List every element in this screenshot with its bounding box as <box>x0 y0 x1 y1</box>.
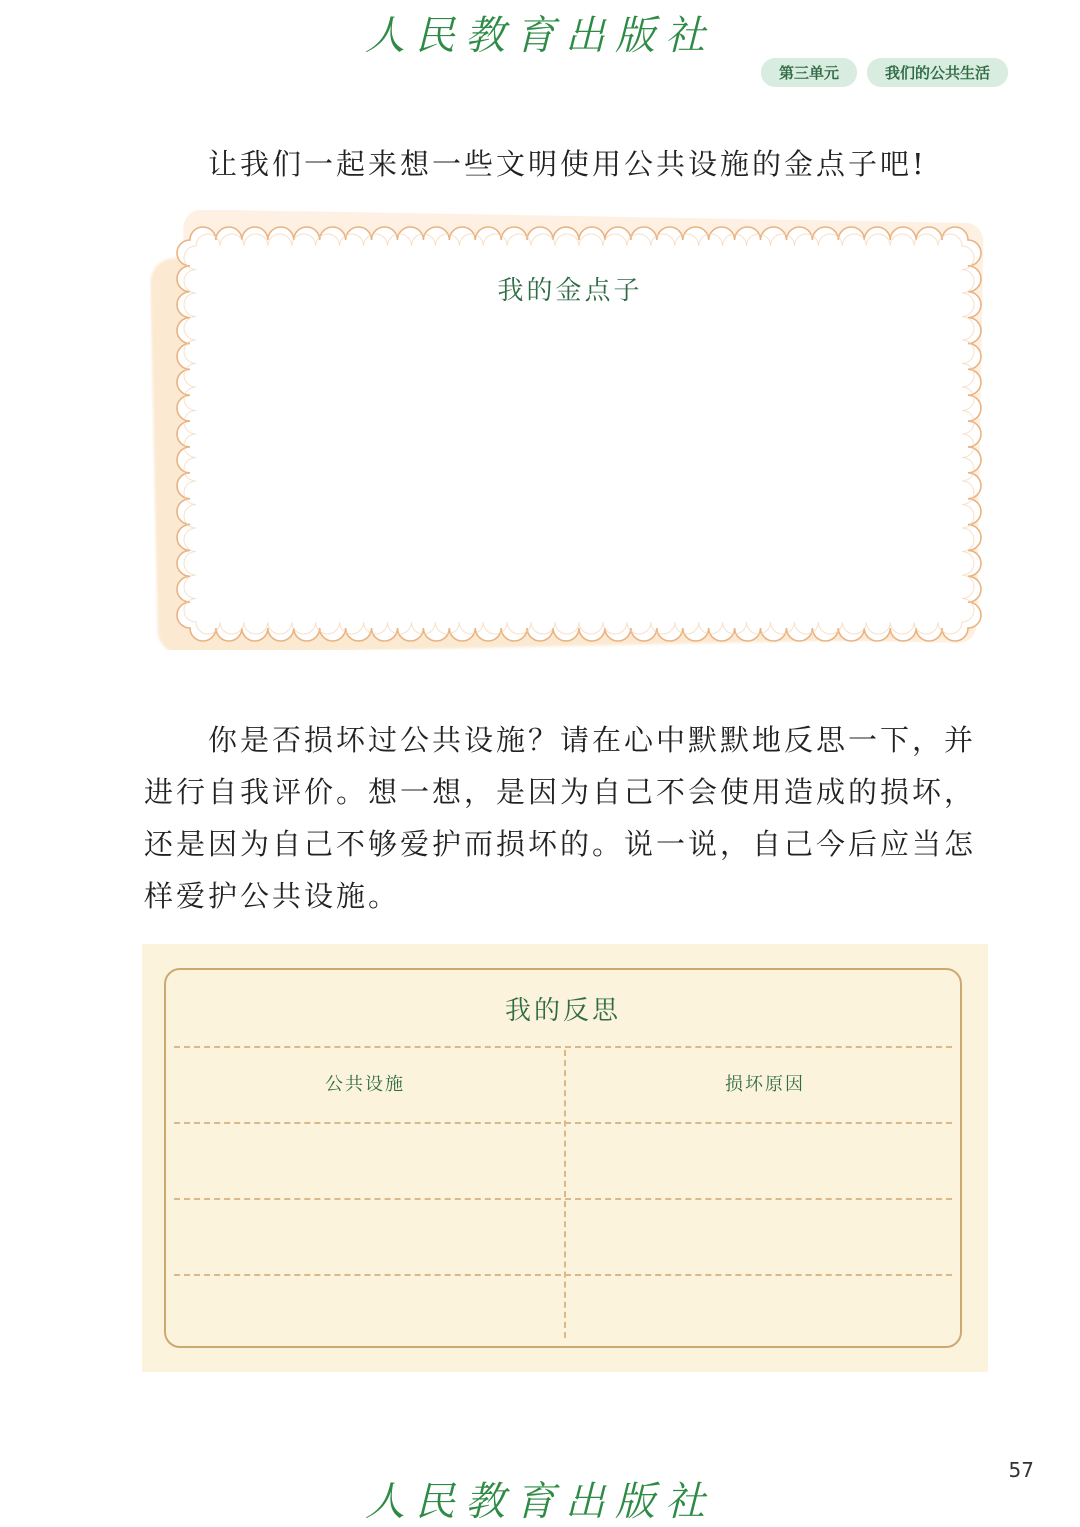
publisher-watermark-top: 人民教育出版社 <box>365 13 715 59</box>
column-header-facility: 公共设施 <box>325 1074 405 1095</box>
table-cell-facility-2[interactable] <box>176 1206 556 1266</box>
reflection-table <box>164 968 962 1348</box>
idea-box-title: 我的金点子 <box>497 276 643 306</box>
table-divider <box>174 1122 952 1124</box>
table-cell-reason-3[interactable] <box>574 1282 954 1342</box>
reflection-text: 你是否损坏过公共设施？请在心中默默地反思一下，并进行自我评价。想一想，是因为自己不会使用造成的损坏，还是因为自己不够爱护而损坏的。说一说，自己今后应当怎样爱护公共设施。 <box>144 723 977 913</box>
intro-text: 让我们一起来想一些文明使用公共设施的金点子吧! <box>208 147 927 181</box>
publisher-watermark-bottom: 人民教育出版社 <box>365 1479 715 1525</box>
table-cell-reason-1[interactable] <box>574 1130 954 1190</box>
unit-title-tab: 我们的公共生活 <box>867 58 1008 87</box>
reflection-panel <box>142 944 988 1372</box>
table-cell-facility-3[interactable] <box>176 1282 556 1342</box>
header-tabs <box>761 58 1008 87</box>
table-divider <box>174 1198 952 1200</box>
unit-tab: 第三单元 <box>761 58 857 87</box>
idea-box <box>150 210 990 650</box>
table-divider <box>174 1274 952 1276</box>
column-header-reason: 损坏原因 <box>725 1074 805 1095</box>
reflection-table-title: 我的反思 <box>504 996 621 1026</box>
table-cell-reason-2[interactable] <box>574 1206 954 1266</box>
table-divider <box>174 1046 952 1048</box>
table-cell-facility-1[interactable] <box>176 1130 556 1190</box>
page-number: 57 <box>1008 1458 1034 1482</box>
